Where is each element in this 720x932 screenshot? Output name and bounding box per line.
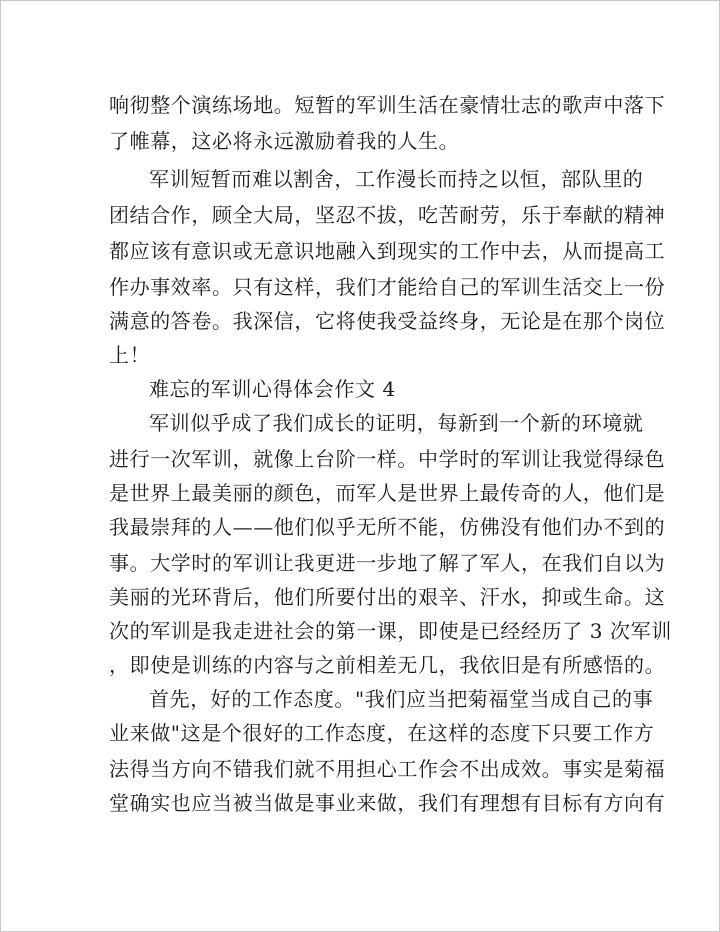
text-line-12: 是世界上最美丽的颜色，而军人是世界上最传奇的人，他们是 [109,481,666,505]
text-line-1: 响彻整个演练场地。短暂的军训生活在豪情壮志的歌声中落下 [109,93,666,117]
section-heading: 难忘的军训心得体会作文 4 [149,377,396,401]
text-line-13: 我最崇拜的人——他们似乎无所不能，仿佛没有他们办不到的 [109,515,666,539]
text-line-19: 业来做"这是个很好的工作态度，在这样的态度下只要工作方 [109,721,655,745]
text-line-16: 次的军训是我走进社会的第一课，即使是已经经历了 3 次军训 [109,619,672,643]
paragraph-start-line: 首先，好的工作态度。"我们应当把菊福堂当成自己的事 [149,687,654,711]
text-line-6: 作办事效率。只有这样，我们才能给自己的军训生活交上一份 [109,275,666,299]
text-line-21: 堂确实也应当被当做是事业来做，我们有理想有目标有方向有 [109,791,666,815]
text-line-7: 满意的答卷。我深信，它将使我受益终身，无论是在那个岗位 [109,309,666,333]
text-line-5: 都应该有意识或无意识地融入到现实的工作中去，从而提高工 [109,239,666,263]
text-line-15: 美丽的光环背后，他们所要付出的艰辛、汗水，抑或生命。这 [109,585,666,609]
text-line-11: 进行一次军训，就像上台阶一样。中学时的军训让我觉得绿色 [109,447,666,471]
text-line-17: ，即使是训练的内容与之前相差无几，我依旧是有所感悟的。 [109,653,666,677]
text-line-4: 团结合作，顾全大局，坚忍不拔，吃苦耐劳，乐于奉献的精神 [109,203,666,227]
text-line-14: 事。大学时的军训让我更进一步地了解了军人，在我们自以为 [109,551,666,575]
paragraph-start-line: 军训似乎成了我们成长的证明，每新到一个新的环境就 [149,411,644,435]
text-line-8: 上！ [109,343,151,367]
text-line-2: 了帷幕，这必将永远激励着我的人生。 [109,129,460,153]
text-line-20: 法得当方向不错我们就不用担心工作会不出成效。事实是菊福 [109,757,666,781]
paragraph-start-line: 军训短暂而难以割舍，工作漫长而持之以恒，部队里的 [149,167,644,191]
